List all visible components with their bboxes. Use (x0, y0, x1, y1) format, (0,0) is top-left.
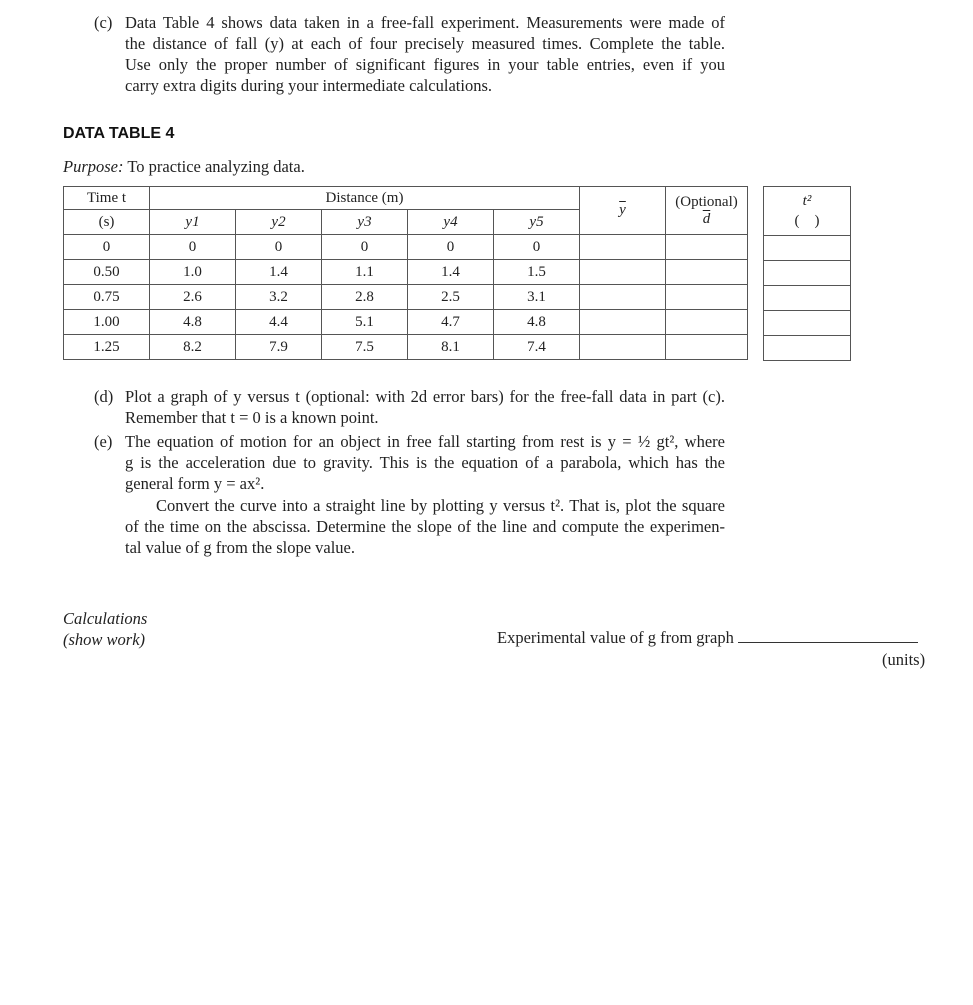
y-cell: 1.4 (408, 260, 494, 285)
part-d-line-1: Plot a graph of y versus t (optional: with 2d error bars) for the free-fall data in part (c). (125, 387, 725, 406)
part-c-line-2: the distance of fall (y) at each of four precisely measured times. Complete the table. (125, 34, 725, 53)
y4-header: y4 (408, 210, 494, 235)
dbar-cell[interactable] (666, 335, 748, 360)
table-row (64, 310, 748, 335)
dbar-label: $\overline{d}$ (702, 210, 711, 227)
calculations-line-2: (show work) (63, 630, 146, 649)
units-label: (units) (882, 650, 926, 669)
y-cell: 4.8 (494, 310, 580, 335)
y-cell: 0 (408, 235, 494, 260)
table-row (64, 335, 748, 360)
tsq-unit[interactable]: ( ) (794, 213, 820, 229)
distance-header: Distance (m) (150, 187, 580, 210)
part-e-line-6: tal value of g from the slope value. (125, 538, 356, 557)
y-cell: 1.4 (236, 260, 322, 285)
time-cell: 1.25 (64, 335, 150, 360)
y5-header: y5 (494, 210, 580, 235)
ybar-header: $\overline{y}$ (580, 187, 666, 235)
part-e-line-4: Convert the curve into a straight line by plotting y versus t². That is, plot the square (156, 496, 725, 515)
table-row (64, 285, 748, 310)
y-cell: 4.4 (236, 310, 322, 335)
calculations-line-1: Calculations (63, 609, 148, 628)
purpose-text: To practice analyzing data. (127, 157, 305, 176)
tsq-cell[interactable] (764, 286, 851, 311)
experimental-value (497, 628, 918, 648)
y1-header: y1 (150, 210, 236, 235)
time-header: Time t (64, 187, 150, 210)
tsq-cell[interactable] (764, 261, 851, 286)
y-cell: 4.8 (150, 310, 236, 335)
part-c-line-1: Data Table 4 shows data taken in a free-fall experiment. Measurements were made of (125, 13, 725, 32)
time-unit: (s) (64, 210, 150, 235)
time-cell: 1.00 (64, 310, 150, 335)
dbar-cell[interactable] (666, 285, 748, 310)
experimental-value-field[interactable] (738, 628, 918, 643)
ybar-cell[interactable] (580, 285, 666, 310)
part-c-line-4: carry extra digits during your intermediate calculations. (125, 76, 492, 95)
ybar-cell[interactable] (580, 260, 666, 285)
y-cell: 8.1 (408, 335, 494, 360)
time-cell: 0.50 (64, 260, 150, 285)
y-cell: 7.5 (322, 335, 408, 360)
part-e-line-2: g is the acceleration due to gravity. This is the equation of a parabola, which has the (125, 453, 725, 472)
y-cell: 1.0 (150, 260, 236, 285)
data-table-4 (63, 186, 748, 360)
part-c-line-3: Use only the proper number of significant figures in your table entries, even if you (125, 55, 725, 74)
table-heading: DATA TABLE 4 (63, 125, 175, 142)
t-squared-table (763, 186, 851, 361)
tsq-header: t² (802, 193, 812, 209)
part-c-label: (c) (94, 13, 113, 32)
time-cell: 0 (64, 235, 150, 260)
y-cell: 7.9 (236, 335, 322, 360)
purpose-label: Purpose: (63, 157, 124, 176)
tsq-cell[interactable] (764, 236, 851, 261)
y-cell: 8.2 (150, 335, 236, 360)
table-row (64, 260, 748, 285)
y3-header: y3 (322, 210, 408, 235)
y-cell: 0 (322, 235, 408, 260)
tsq-cell[interactable] (764, 311, 851, 336)
tsq-header-cell (764, 187, 851, 236)
purpose (63, 157, 305, 177)
optional-dbar-header (666, 187, 748, 235)
table-row (64, 235, 748, 260)
y-cell: 1.1 (322, 260, 408, 285)
y-cell: 3.2 (236, 285, 322, 310)
dbar-cell[interactable] (666, 235, 748, 260)
dbar-cell[interactable] (666, 260, 748, 285)
y-cell: 2.6 (150, 285, 236, 310)
dbar-cell[interactable] (666, 310, 748, 335)
y-cell: 0 (236, 235, 322, 260)
ybar-cell[interactable] (580, 335, 666, 360)
y-cell: 0 (150, 235, 236, 260)
optional-label: (Optional) (675, 193, 738, 210)
y-cell: 2.8 (322, 285, 408, 310)
ybar-cell[interactable] (580, 310, 666, 335)
y-cell: 1.5 (494, 260, 580, 285)
part-e-line-5: of the time on the abscissa. Determine the slope of the line and compute the experimen- (125, 517, 725, 536)
y-cell: 0 (494, 235, 580, 260)
y-cell: 7.4 (494, 335, 580, 360)
calculations-label (63, 608, 147, 650)
y-cell: 5.1 (322, 310, 408, 335)
part-e-line-1: The equation of motion for an object in free fall starting from rest is y = ½ gt², where (125, 432, 725, 451)
y-cell: 4.7 (408, 310, 494, 335)
tsq-cell[interactable] (764, 336, 851, 361)
y2-header: y2 (236, 210, 322, 235)
time-cell: 0.75 (64, 285, 150, 310)
experimental-value-label: Experimental value of g from graph (497, 628, 734, 647)
part-d-line-2: Remember that t = 0 is a known point. (125, 408, 379, 427)
part-e-label: (e) (94, 432, 113, 451)
ybar-cell[interactable] (580, 235, 666, 260)
part-e-line-3: general form y = ax². (125, 474, 265, 493)
y-cell: 2.5 (408, 285, 494, 310)
y-cell: 3.1 (494, 285, 580, 310)
part-d-label: (d) (94, 387, 114, 406)
